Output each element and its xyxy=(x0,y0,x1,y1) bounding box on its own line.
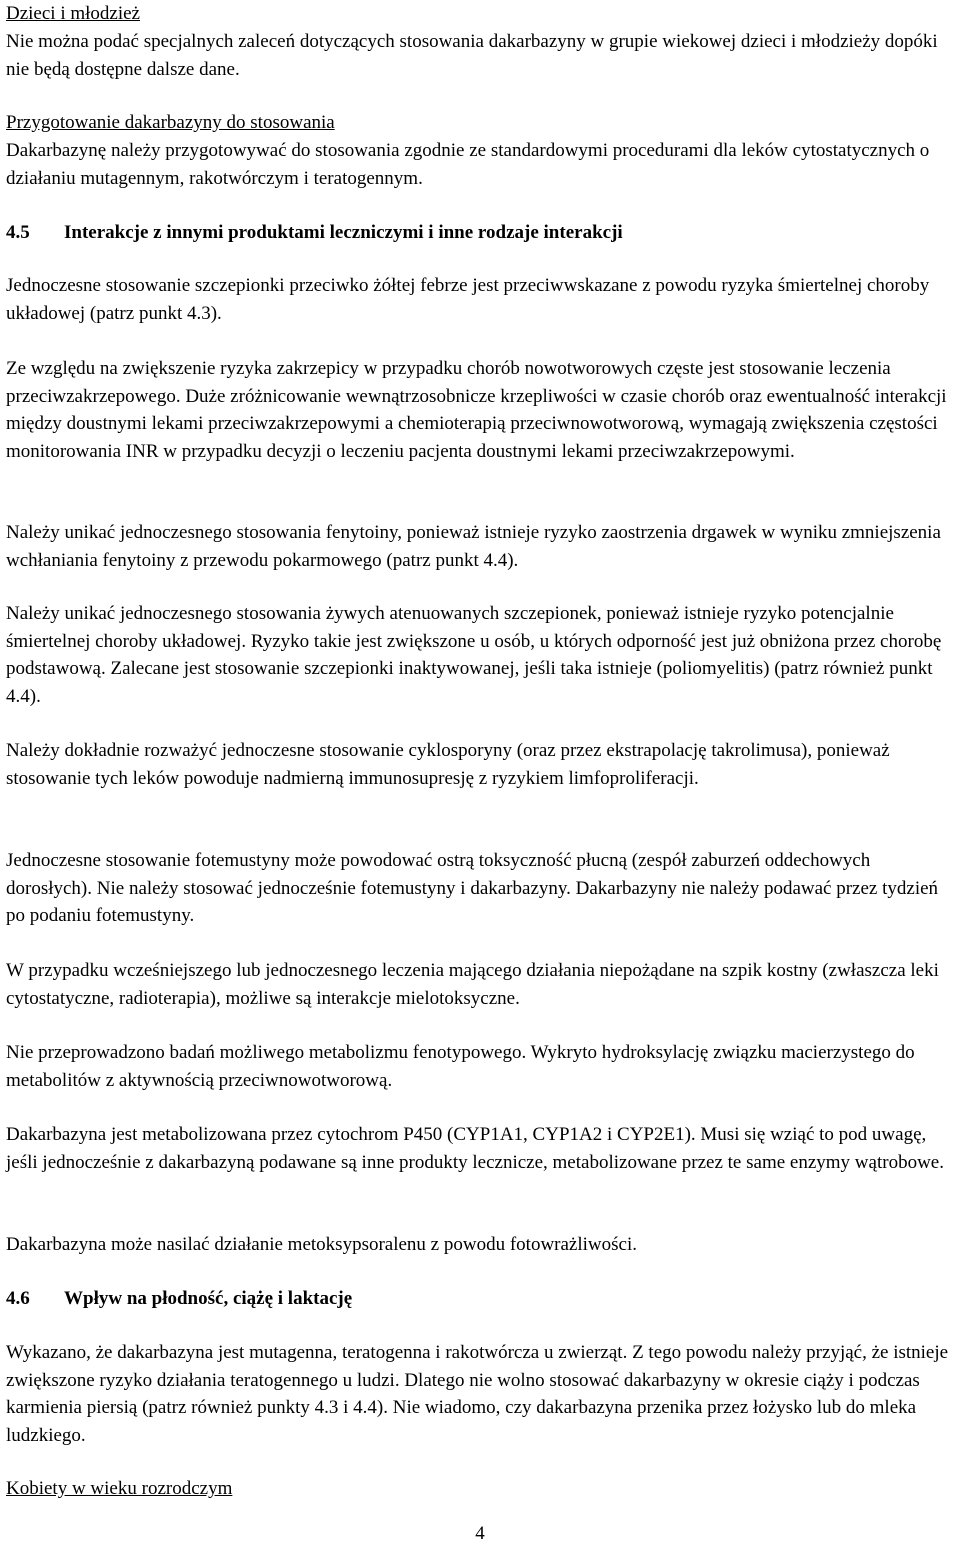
paragraph-methoxsalen: Dakarbazyna może nasilać działanie metoksypsoralenu z powodu fotowrażliwości. xyxy=(6,1234,637,1255)
paragraph-fotemustine: Jednoczesne stosowanie fotemustyny może powodować ostrą toksyczność płucną (zespół zaburzeń oddechowych dorosłych). Nie należy stosować jednocześnie fotemustyny i dakarbazyny. Dakarbazyny nie należy podawać przez tydzień po podaniu fotemustyny. xyxy=(6,850,939,926)
section-title: Interakcje z innymi produktami leczniczymi i inne rodzaje interakcji xyxy=(64,222,623,243)
paragraph-live-vaccines: Należy unikać jednoczesnego stosowania żywych atenuowanych szczepionek, ponieważ istnieje ryzyko potencjalnie śmiertelnej choroby układowej. Ryzyko takie jest zwiększone u osób, u których odporność jest już obniżona przez chorobę podstawową. Zalecane jest stosowanie szczepionki inaktywowanej, jeśli taka istnieje (poliomyelitis) (patrz również punkt 4.4). xyxy=(6,603,942,707)
section-4-6-heading xyxy=(6,1285,956,1313)
paragraph-myelotoxic: W przypadku wcześniejszego lub jednoczesnego leczenia mającego działania niepożądane na szpik kostny (zwłaszcza leki cytostatyczne, radioterapia), możliwe są interakcje mielotoksyczne. xyxy=(6,960,939,1009)
page-number: 4 xyxy=(475,1523,485,1544)
paragraph-cytochrome: Dakarbazyna jest metabolizowana przez cytochrom P450 (CYP1A1, CYP1A2 i CYP2E1). Musi się wziąć to pod uwagę, jeśli jednocześnie z dakarbazyną podawane są inne produkty lecznicze, metabolizowane przez te same enzymy wątrobowe. xyxy=(6,1124,944,1173)
section-number: 4.6 xyxy=(6,1288,30,1309)
paragraph-anticoagulants: Ze względu na zwiększenie ryzyka zakrzepicy w przypadku chorób nowotworowych częste jest stosowanie leczenia przeciwzakrzepowego. Duże zróżnicowanie wewnątrzosobnicze krzepliwości w czasie chorób oraz ewentualność interakcji między doustnymi lekami przeciwzakrzepowymi a chemioterapią przeciwnowotworową, wymagają zwiększenia częstości monitorowania INR w przypadku decyzji o leczeniu pacjenta doustnymi lekami przeciwzakrzepowymi. xyxy=(6,358,947,462)
paragraph-yellow-fever: Jednoczesne stosowanie szczepionki przeciwko żółtej febrze jest przeciwwskazane z powodu ryzyka śmiertelnej choroby układowej (patrz punkt 4.3). xyxy=(6,275,930,324)
section-number: 4.5 xyxy=(6,222,30,243)
section-title: Wpływ na płodność, ciążę i laktację xyxy=(64,1288,353,1309)
section-4-5-heading xyxy=(6,219,956,247)
heading-women: Kobiety w wieku rozrodczym xyxy=(6,1478,233,1499)
paragraph-cyclosporine: Należy dokładnie rozważyć jednoczesne stosowanie cyklosporyny (oraz przez ekstrapolację takrolimusa), ponieważ stosowanie tych leków powoduje nadmierną immunosupresję z ryzykiem limfoproliferacji. xyxy=(6,740,890,789)
paragraph-metabolism: Nie przeprowadzono badań możliwego metabolizmu fenotypowego. Wykryto hydroksylację związku macierzystego do metabolitów z aktywnością przeciwnowotworową. xyxy=(6,1042,915,1091)
paragraph-children: Nie można podać specjalnych zaleceń dotyczących stosowania dakarbazyny w grupie wiekowej dzieci i młodzieży dopóki nie będą dostępne dalsze dane. xyxy=(6,31,938,80)
paragraph-phenytoin: Należy unikać jednoczesnego stosowania fenytoiny, ponieważ istnieje ryzyko zaostrzenia drgawek w wyniku zmniejszenia wchłaniania fenytoiny z przewodu pokarmowego (patrz punkt 4.4). xyxy=(6,522,941,571)
paragraph-fertility: Wykazano, że dakarbazyna jest mutagenna, teratogenna i rakotwórcza u zwierząt. Z tego powodu należy przyjąć, że istnieje zwiększone ryzyko działania teratogennego u ludzi. Dlatego nie wolno stosować dakarbazyny w okresie ciąży i podczas karmienia piersią (patrz również punkty 4.3 i 4.4). Nie wiadomo, czy dakarbazyna przenika przez łożysko lub do mleka ludzkiego. xyxy=(6,1342,949,1446)
heading-preparation: Przygotowanie dakarbazyny do stosowania xyxy=(6,112,335,133)
paragraph-preparation: Dakarbazynę należy przygotowywać do stosowania zgodnie ze standardowymi procedurami dla leków cytostatycznych o działaniu mutagennym, rakotwórczym i teratogennym. xyxy=(6,140,930,189)
heading-children: Dzieci i młodzież xyxy=(6,3,140,24)
